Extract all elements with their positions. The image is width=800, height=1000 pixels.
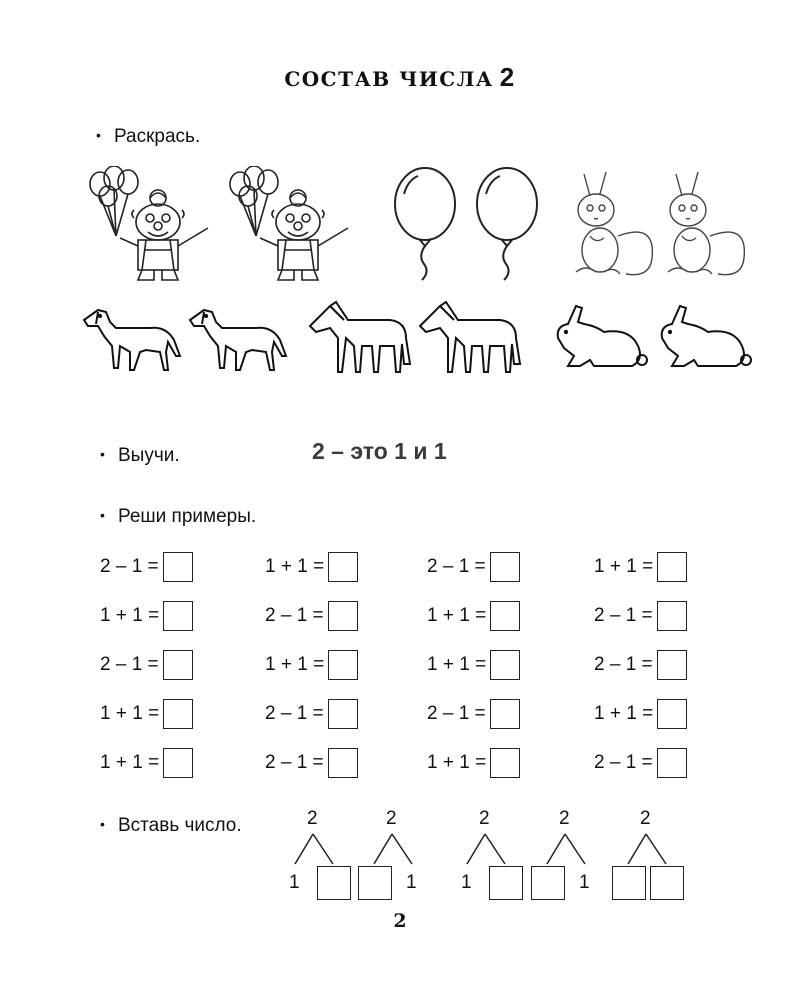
horse-icon[interactable] (416, 298, 524, 378)
example-expression: 1 + 1 = (265, 654, 325, 675)
example-item (427, 551, 520, 583)
task-solve (100, 506, 256, 528)
answer-box[interactable] (163, 650, 193, 680)
learn-fact: 2 – это 1 и 1 (312, 438, 447, 464)
task-color-label: Раскрась. (114, 126, 201, 147)
example-item (427, 649, 520, 681)
task-learn-label: Выучи. (118, 445, 180, 466)
answer-box[interactable] (490, 748, 520, 778)
balloon-icon[interactable] (472, 164, 542, 282)
bullet-icon: • (100, 446, 105, 462)
tree-top-number: 2 (307, 808, 318, 829)
example-item (594, 600, 687, 632)
dog-icon[interactable] (186, 302, 290, 376)
example-item (427, 747, 520, 779)
tree-top-number: 2 (386, 808, 397, 829)
answer-box[interactable] (490, 552, 520, 582)
answer-box[interactable] (328, 650, 358, 680)
tree-left-answer-box[interactable] (358, 866, 392, 900)
task-insert-label: Вставь число. (118, 815, 242, 836)
tree-top-number: 2 (559, 808, 570, 829)
balloon-icon[interactable] (390, 164, 460, 282)
example-item (594, 551, 687, 583)
tree-left-answer-box[interactable] (531, 866, 565, 900)
task-insert (100, 815, 242, 837)
example-expression: 1 + 1 = (100, 752, 160, 773)
tree-top-number: 2 (479, 808, 490, 829)
rabbit-icon[interactable] (654, 302, 752, 374)
example-item (427, 698, 520, 730)
answer-box[interactable] (657, 650, 687, 680)
tree-left-answer-box[interactable] (612, 866, 646, 900)
answer-box[interactable] (163, 552, 193, 582)
example-expression: 1 + 1 = (100, 605, 160, 626)
clown-icon[interactable] (86, 166, 221, 284)
dog-icon[interactable] (80, 302, 184, 376)
answer-box[interactable] (163, 748, 193, 778)
example-expression: 2 – 1 = (265, 605, 324, 626)
example-expression: 2 – 1 = (594, 605, 653, 626)
example-item (100, 551, 193, 583)
title-number: 2 (499, 62, 516, 92)
example-item (594, 747, 687, 779)
example-expression: 2 – 1 = (100, 556, 159, 577)
answer-box[interactable] (490, 601, 520, 631)
bullet-icon: • (100, 507, 105, 523)
task-solve-label: Реши примеры. (118, 506, 257, 527)
example-item (427, 600, 520, 632)
example-expression: 1 + 1 = (594, 556, 654, 577)
tree-left-number: 1 (289, 872, 300, 893)
tree-right-answer-box[interactable] (650, 866, 684, 900)
tree-right-answer-box[interactable] (489, 866, 523, 900)
example-expression: 2 – 1 = (594, 752, 653, 773)
answer-box[interactable] (657, 748, 687, 778)
task-learn (100, 445, 180, 467)
example-item (265, 600, 358, 632)
example-expression: 2 – 1 = (427, 703, 486, 724)
example-item (100, 698, 193, 730)
tree-top-number: 2 (640, 808, 651, 829)
example-expression: 2 – 1 = (427, 556, 486, 577)
example-item (594, 698, 687, 730)
answer-box[interactable] (328, 552, 358, 582)
example-item (100, 747, 193, 779)
rabbit-icon[interactable] (550, 302, 648, 374)
example-expression: 2 – 1 = (594, 654, 653, 675)
example-item (265, 698, 358, 730)
example-expression: 1 + 1 = (427, 605, 487, 626)
example-expression: 1 + 1 = (100, 703, 160, 724)
example-item (100, 600, 193, 632)
answer-box[interactable] (657, 699, 687, 729)
answer-box[interactable] (328, 601, 358, 631)
example-item (265, 551, 358, 583)
clown-icon[interactable] (226, 166, 361, 284)
example-expression: 2 – 1 = (265, 703, 324, 724)
number-tree (616, 808, 726, 898)
tree-left-number: 1 (461, 872, 472, 893)
task-color (96, 126, 200, 148)
squirrel-icon[interactable] (566, 166, 658, 282)
answer-box[interactable] (328, 699, 358, 729)
tree-right-number: 1 (579, 872, 590, 893)
page-title (0, 62, 800, 93)
answer-box[interactable] (163, 601, 193, 631)
bullet-icon: • (100, 816, 105, 832)
answer-box[interactable] (490, 699, 520, 729)
example-item (265, 747, 358, 779)
example-expression: 1 + 1 = (594, 703, 654, 724)
tree-right-answer-box[interactable] (317, 866, 351, 900)
example-expression: 1 + 1 = (427, 752, 487, 773)
example-item (265, 649, 358, 681)
example-expression: 2 – 1 = (265, 752, 324, 773)
answer-box[interactable] (657, 601, 687, 631)
tree-right-number: 1 (406, 872, 417, 893)
example-expression: 1 + 1 = (265, 556, 325, 577)
answer-box[interactable] (657, 552, 687, 582)
example-item (594, 649, 687, 681)
title-text: СОСТАВ ЧИСЛА (284, 67, 494, 91)
horse-icon[interactable] (306, 298, 414, 378)
answer-box[interactable] (490, 650, 520, 680)
squirrel-icon[interactable] (658, 166, 750, 282)
bullet-icon: • (96, 127, 101, 143)
example-expression: 1 + 1 = (427, 654, 487, 675)
example-expression: 2 – 1 = (100, 654, 159, 675)
answer-box[interactable] (328, 748, 358, 778)
answer-box[interactable] (163, 699, 193, 729)
example-item (100, 649, 193, 681)
page-number: 2 (393, 910, 407, 932)
